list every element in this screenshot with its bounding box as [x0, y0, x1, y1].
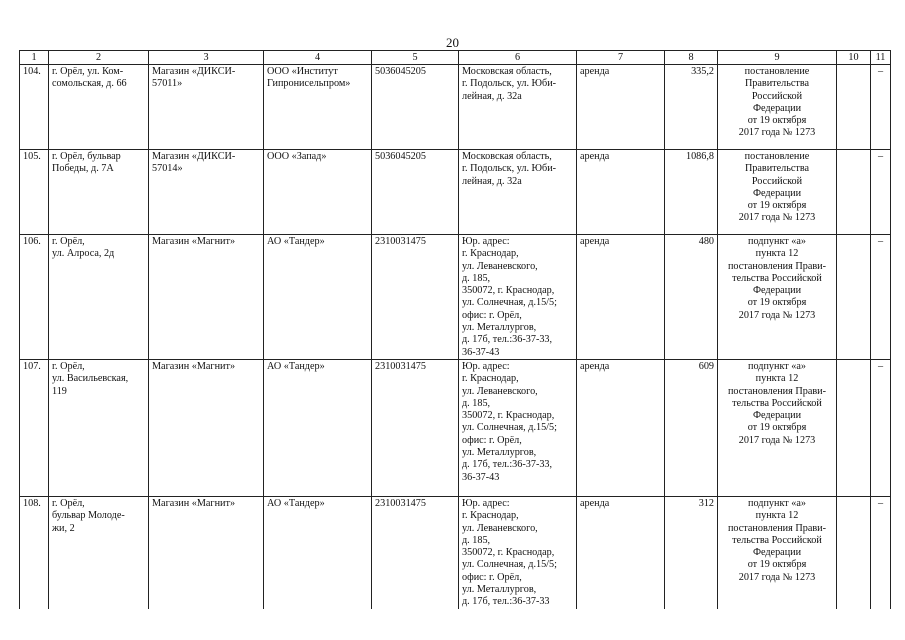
inn: 2310031475 [375, 236, 426, 247]
column-number-row [20, 51, 891, 65]
object-name: Магазин «Магнит» [152, 236, 236, 247]
usage-basis: аренда [580, 360, 610, 372]
legal-basis: постановление Правительства Российской Федерации от 19 октября 2017 года № 1273 [738, 66, 816, 139]
legal-address: Московская область, г. Подольск, ул. Юби- лейная, д. 32а [462, 66, 557, 102]
row-number: 104. [23, 66, 41, 77]
area-value: 480 [698, 236, 714, 247]
column-11-value: – [877, 236, 884, 247]
legal-basis: постановление Правительства Российской Федерации от 19 октября 2017 года № 1273 [738, 151, 816, 224]
legal-address: Московская область, г. Подольск, ул. Юби- лейная, д. 32а [462, 151, 557, 187]
object-name: Магазин «Магнит» [152, 497, 236, 509]
column-11-value: – [877, 151, 884, 162]
owner-name: ООО «Запад» [267, 151, 327, 162]
column-10-value [840, 497, 867, 498]
area-value: 609 [698, 360, 714, 372]
owner-name: АО «Тандер» [267, 497, 325, 509]
usage-basis: аренда [580, 497, 610, 509]
table-row [20, 496, 891, 608]
table-row [20, 359, 891, 496]
table-row [20, 235, 891, 360]
inn: 2310031475 [375, 497, 426, 509]
column-header: 7 [577, 51, 665, 65]
area-value: 335,2 [691, 66, 714, 77]
inn: 5036045205 [375, 151, 426, 162]
register-table [19, 50, 891, 609]
legal-address: Юр. адрес: г. Краснодар, ул. Леваневского, д. 185, 350072, г. Краснодар, ул. Солнечная, д.15/5; офис: г. Орёл, ул. Металлургов, д. 17б, тел.:36-37-33 [462, 497, 557, 608]
table-row [20, 150, 891, 235]
legal-address: Юр. адрес: г. Краснодар, ул. Леваневского, д. 185, 350072, г. Краснодар, ул. Солнечная, д.15/5; офис: г. Орёл, ул. Металлургов, д. 17б, тел.:36-37-33, 36-37-43 [462, 360, 557, 483]
column-header: 11 [871, 51, 891, 65]
object-address: г. Орёл, ул. Алроса, 2д [52, 236, 115, 260]
column-header: 10 [837, 51, 871, 65]
column-10-value [840, 235, 867, 236]
object-name: Магазин «Магнит» [152, 360, 236, 372]
column-10-value [840, 360, 867, 361]
owner-name: АО «Тандер» [267, 360, 325, 372]
page-number: 20 [446, 35, 459, 50]
column-header: 1 [20, 51, 49, 65]
object-address: г. Орёл, ул. Ком- сомольская, д. 66 [52, 66, 127, 90]
usage-basis: аренда [580, 151, 610, 162]
object-name: Магазин «ДИКСИ- 57011» [152, 66, 236, 90]
column-11-value: – [877, 360, 884, 372]
column-header: 6 [459, 51, 577, 65]
inn: 5036045205 [375, 66, 426, 77]
usage-basis: аренда [580, 236, 610, 247]
legal-basis: подпункт «а» пункта 12 постановления Прави- тельства Российской Федерации от 19 октября 2017 года № 1273 [727, 497, 826, 583]
owner-name: ООО «Институт Гипронисельпром» [267, 66, 351, 90]
legal-address: Юр. адрес: г. Краснодар, ул. Леваневского, д. 185, 350072, г. Краснодар, ул. Солнечная, д.15/5; офис: г. Орёл, ул. Металлургов, д. 17б, тел.:36-37-33, 36-37-43 [462, 236, 557, 358]
usage-basis: аренда [580, 66, 610, 77]
inn: 2310031475 [375, 360, 426, 372]
column-header: 4 [264, 51, 372, 65]
row-number: 105. [23, 151, 41, 162]
row-number: 107. [23, 360, 41, 372]
object-address: г. Орёл, бульвар Молоде- жи, 2 [52, 497, 125, 534]
area-value: 1086,8 [685, 151, 714, 162]
object-address: г. Орёл, ул. Васильевская, 119 [52, 360, 129, 397]
row-number: 106. [23, 236, 41, 247]
legal-basis: подпункт «а» пункта 12 постановления Прави- тельства Российской Федерации от 19 октября 2017 года № 1273 [727, 360, 826, 446]
column-header: 8 [665, 51, 718, 65]
column-header: 2 [49, 51, 149, 65]
column-10-value [840, 65, 867, 66]
column-10-value [840, 150, 867, 151]
area-value: 312 [698, 497, 714, 509]
owner-name: АО «Тандер» [267, 236, 325, 247]
column-11-value: – [877, 66, 884, 77]
legal-basis: подпункт «а» пункта 12 постановления Прави- тельства Российской Федерации от 19 октября 2017 года № 1273 [727, 236, 826, 321]
column-header: 5 [372, 51, 459, 65]
column-header: 9 [718, 51, 837, 65]
column-11-value: – [877, 497, 884, 509]
object-address: г. Орёл, бульвар Победы, д. 7А [52, 151, 121, 175]
object-name: Магазин «ДИКСИ- 57014» [152, 151, 236, 175]
table-row [20, 65, 891, 150]
column-header: 3 [149, 51, 264, 65]
row-number: 108. [23, 497, 41, 509]
